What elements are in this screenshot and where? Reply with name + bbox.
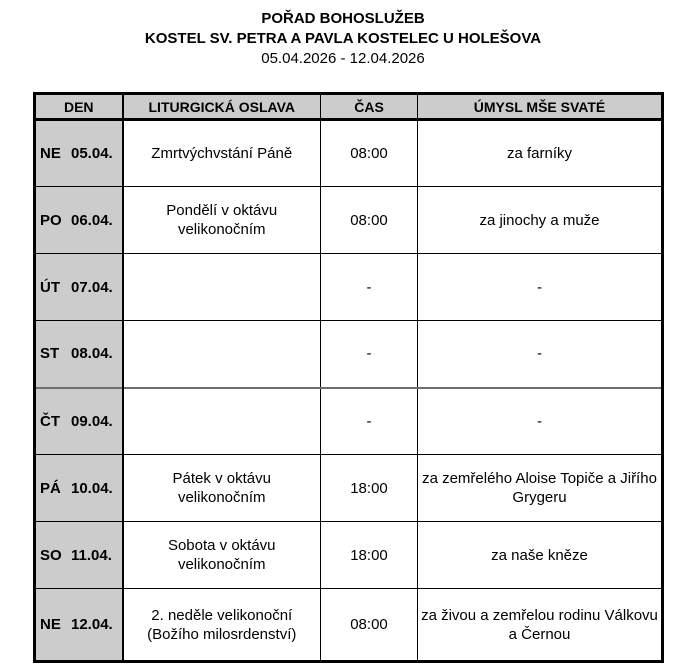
day-cell bbox=[35, 455, 123, 522]
celebration-cell: 2. neděle velikonoční (Božího milosrdenství) bbox=[123, 589, 321, 662]
table-row bbox=[35, 254, 663, 321]
church-name: KOSTEL SV. PETRA A PAVLA KOSTELEC U HOLEŠOVA bbox=[144, 30, 542, 47]
day-date: 05.04. bbox=[71, 145, 113, 162]
page-title: POŘAD BOHOSLUŽEB bbox=[261, 10, 425, 27]
time-cell: 18:00 bbox=[321, 522, 418, 589]
schedule-header bbox=[35, 94, 663, 120]
day-date: 06.04. bbox=[71, 211, 113, 229]
intention-cell: za zemřelého Aloise Topiče a Jiřího Grygeru bbox=[418, 455, 663, 522]
table-row bbox=[35, 589, 663, 662]
table-row bbox=[35, 455, 663, 522]
intention-cell: - bbox=[418, 254, 663, 321]
day-abbr: SO bbox=[40, 546, 62, 564]
day-cell bbox=[35, 321, 123, 388]
day-cell bbox=[35, 589, 123, 662]
table-row bbox=[35, 321, 663, 388]
table-row bbox=[35, 388, 663, 455]
intention-cell: za živou a zemřelou rodinu Válkovu a Černou bbox=[418, 589, 663, 662]
day-abbr: NE bbox=[40, 145, 61, 162]
day-abbr: PÁ bbox=[40, 479, 61, 497]
header-day: DEN bbox=[35, 94, 123, 120]
table-row bbox=[35, 187, 663, 254]
table-row bbox=[35, 120, 663, 187]
day-date: 12.04. bbox=[71, 616, 113, 633]
time-cell: - bbox=[321, 388, 418, 455]
intention-cell: - bbox=[418, 321, 663, 388]
day-cell bbox=[35, 522, 123, 589]
day-cell bbox=[35, 120, 123, 187]
day-cell bbox=[35, 187, 123, 254]
celebration-cell bbox=[123, 388, 321, 455]
header-row bbox=[35, 94, 663, 120]
day-abbr: PO bbox=[40, 211, 62, 229]
title-block bbox=[0, 0, 686, 69]
celebration-cell: Sobota v oktávu velikonočním bbox=[123, 522, 321, 589]
celebration-cell: Pátek v oktávu velikonočním bbox=[123, 455, 321, 522]
intention-cell: - bbox=[418, 388, 663, 455]
time-cell: 08:00 bbox=[321, 120, 418, 187]
intention-cell: za jinochy a muže bbox=[418, 187, 663, 254]
celebration-cell: Zmrtvýchvstání Páně bbox=[123, 120, 321, 187]
day-date: 11.04. bbox=[71, 546, 112, 564]
table-row bbox=[35, 522, 663, 589]
celebration-cell bbox=[123, 321, 321, 388]
header-intention: ÚMYSL MŠE SVATÉ bbox=[418, 94, 663, 120]
header-time: ČAS bbox=[321, 94, 418, 120]
celebration-cell bbox=[123, 254, 321, 321]
intention-cell: za naše kněze bbox=[418, 522, 663, 589]
day-abbr: NE bbox=[40, 616, 61, 633]
schedule-table bbox=[33, 92, 664, 663]
time-cell: - bbox=[321, 321, 418, 388]
day-date: 10.04. bbox=[71, 479, 113, 497]
day-date: 07.04. bbox=[71, 278, 113, 296]
day-abbr: ČT bbox=[40, 412, 60, 430]
day-date: 09.04. bbox=[71, 412, 113, 430]
day-abbr: ST bbox=[40, 345, 60, 363]
day-date: 08.04. bbox=[71, 345, 113, 363]
time-cell: - bbox=[321, 254, 418, 321]
time-cell: 08:00 bbox=[321, 589, 418, 662]
header-celebration: LITURGICKÁ OSLAVA bbox=[123, 94, 321, 120]
celebration-cell: Pondělí v oktávu velikonočním bbox=[123, 187, 321, 254]
day-cell bbox=[35, 254, 123, 321]
time-cell: 08:00 bbox=[321, 187, 418, 254]
date-range: 05.04.2026 - 12.04.2026 bbox=[261, 50, 425, 67]
day-abbr: ÚT bbox=[40, 278, 60, 296]
time-cell: 18:00 bbox=[321, 455, 418, 522]
schedule-body bbox=[35, 120, 663, 662]
intention-cell: za farníky bbox=[418, 120, 663, 187]
day-cell bbox=[35, 388, 123, 455]
